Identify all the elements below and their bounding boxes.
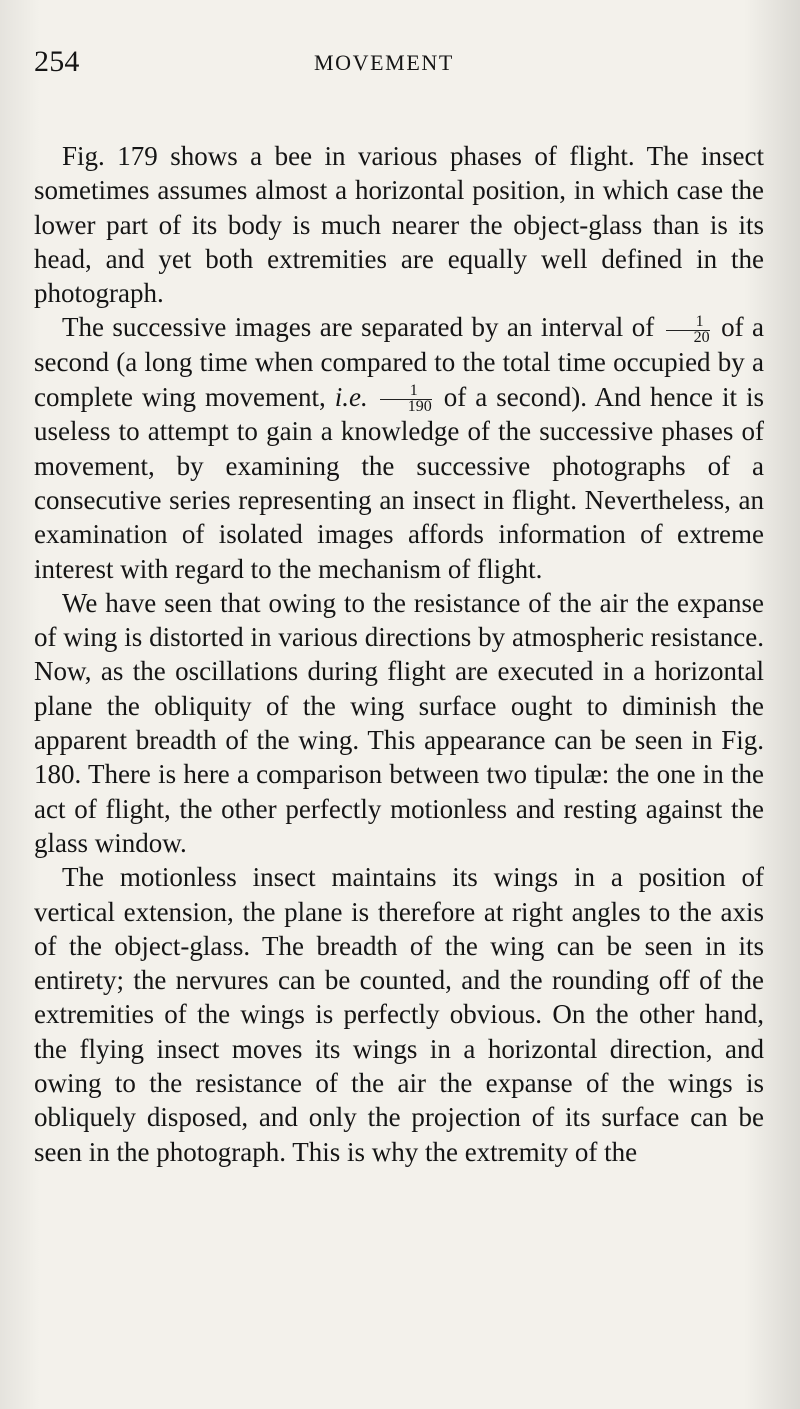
paragraph-text: of a second (a long time when compared to the total time occupied by a complete wing movement, — [34, 312, 764, 412]
fraction-denominator: 190 — [407, 398, 432, 416]
paragraph-text: The successive images are separated by an interval of — [62, 312, 663, 343]
fraction-denominator: 20 — [693, 329, 710, 347]
page-header — [34, 45, 766, 87]
running-head: MOVEMENT — [314, 50, 454, 75]
italic-abbreviation: i.e. — [334, 381, 368, 412]
fraction — [380, 384, 432, 414]
fraction-numerator: 1 — [666, 315, 710, 331]
paragraph-text — [368, 382, 377, 412]
paragraph — [34, 139, 764, 310]
paragraph-text: The motionless insect maintains its wings in a position of vertical extension, the plane is therefore at right angles to the axis of the object-glass. The breadth of the wing can be seen in its entirety; the nervures can be counted, and the rounding off of the extremities of the wings is perfectly obvious. On the other hand, the flying insect moves its wings in a horizontal direction, and owing to the resistance of the air the expanse of the wings is obliquely disposed, and only the projection of its surface can be seen in the photograph. This is why the extremity of the — [34, 862, 764, 1167]
fraction — [666, 315, 710, 345]
paragraph-text: We have seen that owing to the resistance of the air the expanse of wing is distorted in various directions by atmospheric resistance. Now, as the oscillations during flight are executed in a horizontal plane the obliquity of the wing surface ought to diminish the apparent breadth of the wing. This appearance can be seen in Fig. 180. There is here a comparison between two tipulæ: the one in the act of flight, the other perfectly motionless and resting against the glass window. — [34, 587, 764, 858]
body-text — [34, 139, 764, 1169]
paragraph-text: of a second). And hence it is useless to attempt to gain a knowledge of the successive phases of movement, by examining the successive photographs of a consecutive series representing an insect in flight. Nevertheless, an examination of isolated images affords information of extreme interest with regard to the mechanism of flight. — [34, 381, 764, 584]
page-number: 254 — [34, 45, 80, 78]
fraction-numerator: 1 — [380, 384, 432, 400]
paragraph — [34, 586, 764, 860]
paragraph — [34, 860, 764, 1169]
paragraph-text: Fig. 179 shows a bee in various phases of flight. The insect sometimes assumes almost a horizontal position, in which case the lower part of its body is much nearer the object-glass than is its head, and yet both extremities are equally well defined in the photograph. — [34, 141, 764, 309]
paragraph — [34, 310, 764, 585]
